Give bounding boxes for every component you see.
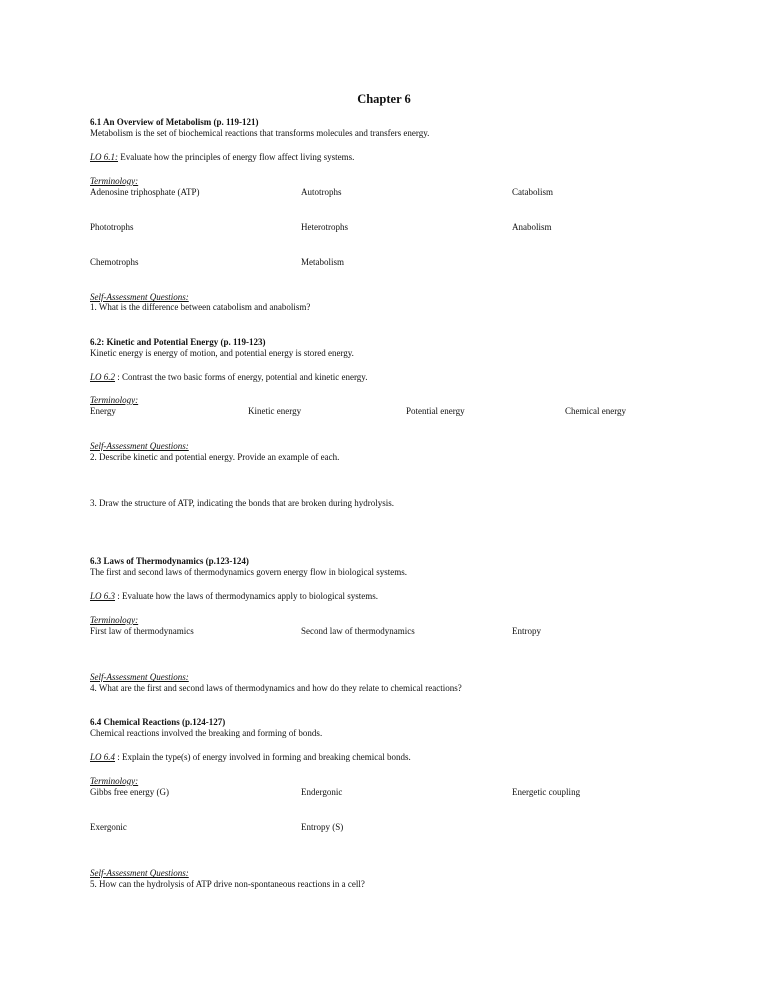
term: Energy [90,406,116,416]
section-summary-6-1: Metabolism is the set of biochemical reactions that transforms molecules and transfers energy. [90,128,430,138]
section-summary-6-4: Chemical reactions involved the breaking and forming of bonds. [90,728,323,738]
question: 5. How can the hydrolysis of ATP drive non-spontaneous reactions in a cell? [90,879,365,889]
section-heading-6-3: 6.3 Laws of Thermodynamics (p.123-124) [90,556,249,566]
term: Exergonic [90,822,127,832]
term: Catabolism [512,187,553,197]
term: Kinetic energy [248,406,302,416]
term: Phototrophs [90,222,134,232]
term: First law of thermodynamics [90,626,194,636]
section-heading-6-4: 6.4 Chemical Reactions (p.124-127) [90,717,226,727]
term: Autotrophs [301,187,342,197]
term: Gibbs free energy (G) [90,787,170,797]
self-assessment-label-6-2: Self-Assessment Questions: [90,441,189,451]
learning-objective-6-1 [90,152,354,163]
section-summary-6-3: The first and second laws of thermodynamics govern energy flow in biological systems. [90,567,408,577]
term: Adenosine triphosphate (ATP) [90,187,200,197]
learning-objective-6-2 [90,372,367,383]
lo-text: : Contrast the two basic forms of energy, potential and kinetic energy. [115,372,368,382]
lo-label: LO 6.2 [90,372,116,382]
terminology-label-6-3: Terminology: [90,615,139,625]
term: Entropy (S) [301,822,344,832]
terminology-label-6-2: Terminology: [90,395,139,405]
terminology-label-6-1: Terminology: [90,176,139,186]
question: 1. What is the difference between catabolism and anabolism? [90,302,311,312]
chapter-title: Chapter 6 [357,92,411,106]
lo-label: LO 6.3 [90,591,116,601]
self-assessment-label-6-4: Self-Assessment Questions: [90,868,189,878]
terminology-label-6-4: Terminology: [90,776,139,786]
question: 3. Draw the structure of ATP, indicating the bonds that are broken during hydrolysis. [90,498,394,508]
lo-text: : Explain the type(s) of energy involved in forming and breaking chemical bonds. [115,752,411,762]
question: 4. What are the first and second laws of thermodynamics and how do they relate to chemical reactions? [90,683,462,693]
term: Energetic coupling [512,787,581,797]
term: Metabolism [301,257,344,267]
term: Heterotrophs [301,222,348,232]
self-assessment-label-6-1: Self-Assessment Questions: [90,292,189,302]
term: Endergonic [301,787,343,797]
term: Anabolism [512,222,552,232]
term: Entropy [512,626,541,636]
learning-objective-6-3 [90,591,378,602]
section-heading-6-1: 6.1 An Overview of Metabolism (p. 119-121) [90,117,259,127]
self-assessment-label-6-3: Self-Assessment Questions: [90,672,189,682]
question: 2. Describe kinetic and potential energy. Provide an example of each. [90,452,340,462]
section-summary-6-2: Kinetic energy is energy of motion, and potential energy is stored energy. [90,348,354,358]
learning-objective-6-4 [90,752,411,763]
lo-label: LO 6.1: [90,152,119,162]
lo-text: Evaluate how the principles of energy flow affect living systems. [118,152,355,162]
section-heading-6-2: 6.2: Kinetic and Potential Energy (p. 119-123) [90,337,266,347]
term: Potential energy [406,406,465,416]
lo-text: : Evaluate how the laws of thermodynamics apply to biological systems. [115,591,378,601]
term: Second law of thermodynamics [301,626,415,636]
term: Chemotrophs [90,257,139,267]
lo-label: LO 6.4 [90,752,116,762]
term: Chemical energy [565,406,627,416]
